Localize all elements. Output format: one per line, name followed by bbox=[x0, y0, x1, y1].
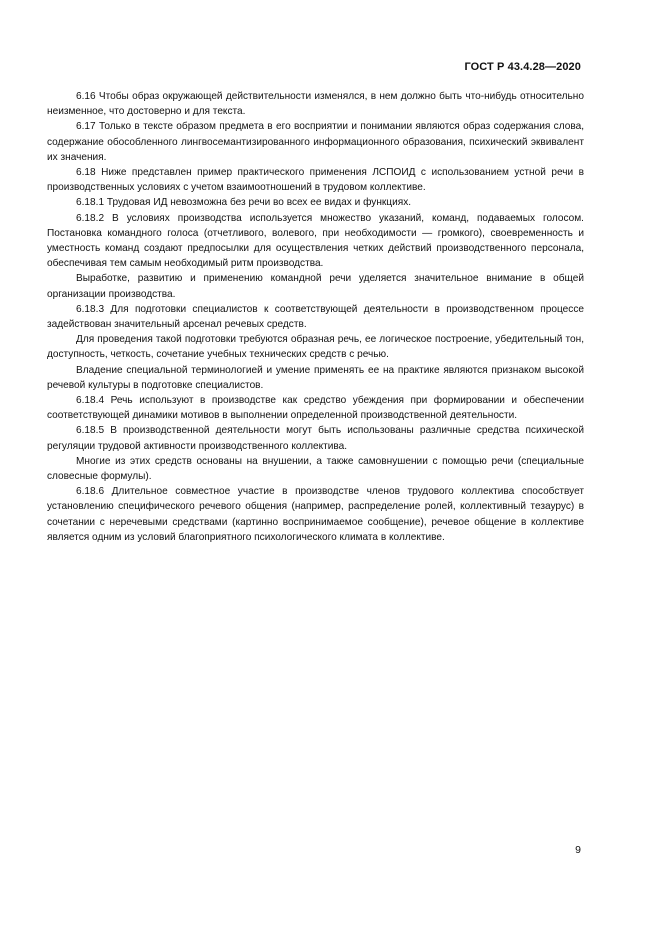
paragraph-6-18-3: 6.18.3 Для подготовки специалистов к соответствующей деятельности в производственном процессе задействован значительный арсенал речевых средств. bbox=[47, 303, 584, 331]
paragraph-6-18-5-cont: Многие из этих средств основаны на внушении, а также самовнушении с помощью речи (специальные словесные формулы). bbox=[47, 455, 584, 483]
paragraph-6-18-2-cont: Выработке, развитию и применению командной речи уделяется значительное внимание в общей организации производства. bbox=[47, 273, 584, 300]
paragraph-6-18-4: 6.18.4 Речь используют в производстве как средство убеждения при формировании и обеспечении соответствующей динамики мотивов в выполнении определенной производственной деятельности. bbox=[47, 395, 584, 422]
paragraph-6-18-3-cont-2: Владение специальной терминологией и умение применять ее на практике являются признаком высокой речевой культуры в подготовке специалистов. bbox=[47, 364, 584, 391]
paragraph-6-18: 6.18 Ниже представлен пример практического применения ЛСПОИД с использованием устной речи в производственных условиях с учетом взаимоотношений в трудовом коллективе. bbox=[47, 167, 584, 194]
page-number: 9 bbox=[575, 844, 581, 856]
paragraph-6-18-2: 6.18.2 В условиях производства используется множество указаний, команд, подаваемых голосом. Постановка командного голоса (отчетливого, волевого, при необходимости — громкого), своевременность и уместность команд создают предпосылки для осуществления четких действий производственного персонала, обеспечивая тем самым необходимый ритм производства. bbox=[47, 212, 584, 270]
paragraph-6-16: 6.16 Чтобы образ окружающей действительности изменялся, в нем должно быть что-нибудь относительно неизменное, что достоверно и для текста. bbox=[47, 91, 584, 118]
paragraph-6-17: 6.17 Только в тексте образом предмета в его восприятии и понимании являются образ содержания слова, содержание обособленного лингвосемантизированного информационного образования, психический эквивалент их значения. bbox=[47, 121, 584, 163]
standard-designation: ГОСТ Р 43.4.28—2020 bbox=[464, 61, 581, 73]
paragraph-6-18-3-cont-1: Для проведения такой подготовки требуются образная речь, ее логическое построение, убедительный тон, доступность, четкость, сочетание учебных технических средств с речью. bbox=[47, 334, 584, 361]
paragraph-6-18-5: 6.18.5 В производственной деятельности могут быть использованы различные средства психической регуляции трудовой активности производственного коллектива. bbox=[47, 425, 584, 452]
paragraph-6-18-6: 6.18.6 Длительное совместное участие в производстве членов трудового коллектива способствует установлению специфического речевого общения (например, распределение ролей, коллективный тезаурус) в сочетании с неречевыми средствами (картинно воспринимаемое сообщение), речевое общение в коллективе является одним из условий благоприятного психологического климата в коллективе. bbox=[47, 486, 584, 543]
body-text bbox=[47, 89, 584, 545]
paragraph-6-18-1: 6.18.1 Трудовая ИД невозможна без речи во всех ее видах и функциях. bbox=[76, 197, 412, 209]
